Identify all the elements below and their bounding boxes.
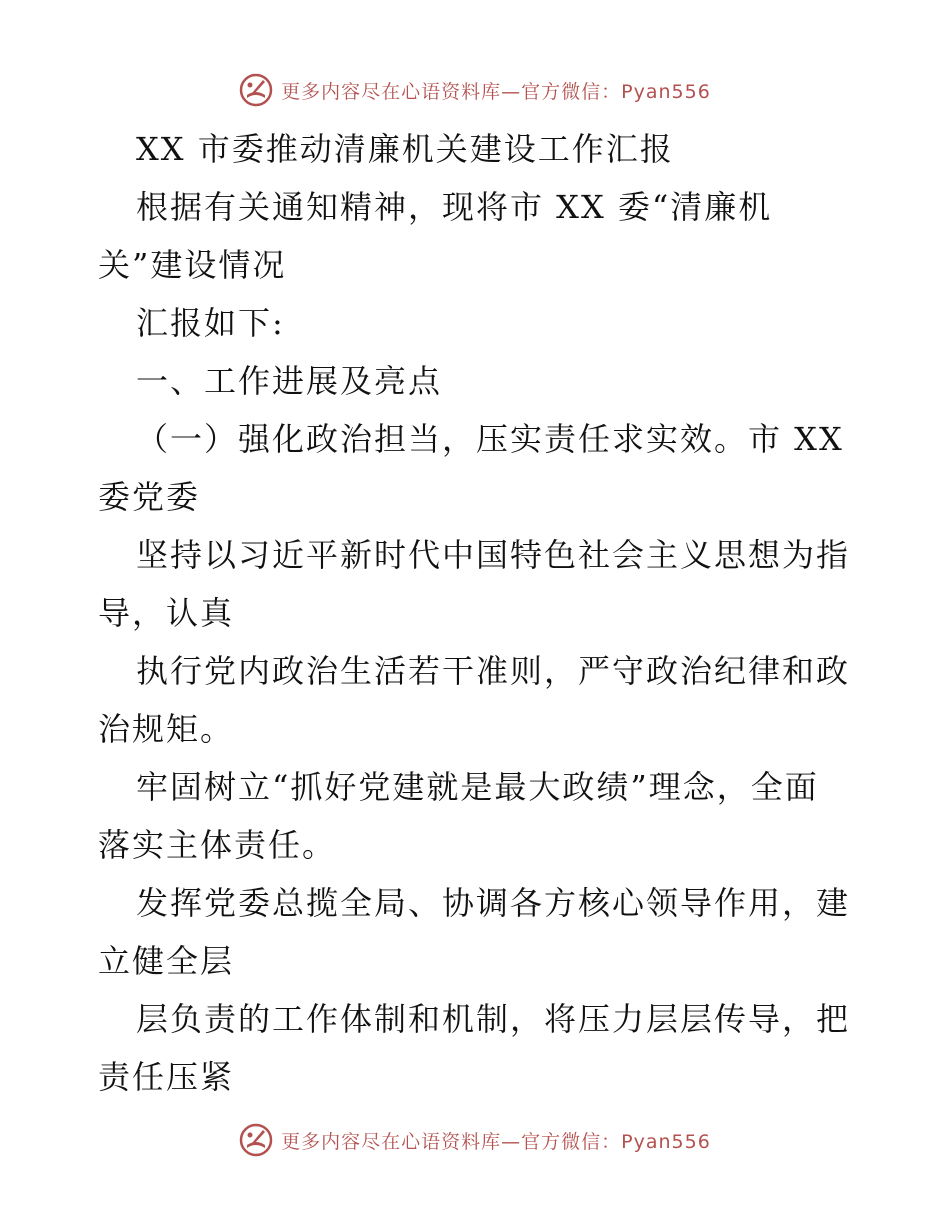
footer-banner-text: 更多内容尽在心语资料库—官方微信：Pyan556 [281,1130,711,1153]
document-line: 落实主体责任。 [98,826,337,864]
document-line: XX 市委推动清廉机关建设工作汇报 [136,130,674,168]
book-quill-logo-icon [239,1123,273,1157]
header-banner [0,70,950,110]
header-banner-text: 更多内容尽在心语资料库—官方微信：Pyan556 [281,80,711,103]
document-line: 一、工作进展及亮点 [136,362,443,400]
document-line: 坚持以习近平新时代中国特色社会主义思想为指 [136,536,851,574]
document-line: 委党委 [98,478,201,516]
book-quill-logo-icon [239,73,273,107]
document-body [98,120,858,1106]
document-line: 汇报如下: [136,304,285,342]
document-line: 根据有关通知精神，现将市 XX 委“清廉机 [136,188,773,226]
document-line: 责任压紧 [98,1058,235,1096]
footer-banner [0,1120,950,1160]
document-line: 立健全层 [98,942,235,980]
document-line: 牢固树立“抓好党建就是最大政绩”理念，全面 [136,768,819,806]
document-line: 执行党内政治生活若干准则，严守政治纪律和政 [136,652,851,690]
document-line: 导，认真 [98,594,235,632]
document-line: 治规矩。 [98,710,235,748]
document-line: 层负责的工作体制和机制，将压力层层传导，把 [136,1000,851,1038]
document-line: （一）强化政治担当，压实责任求实效。市 XX [136,420,844,458]
document-line: 关”建设情况 [98,246,287,284]
document-line: 发挥党委总揽全局、协调各方核心领导作用，建 [136,884,851,922]
